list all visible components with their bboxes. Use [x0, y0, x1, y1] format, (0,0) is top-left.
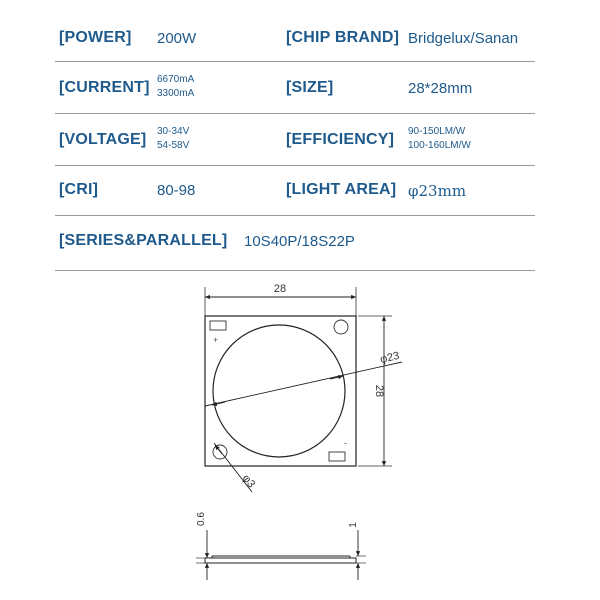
top-view: [205, 283, 402, 492]
efficiency-value-1: 90-150LM/W: [408, 126, 466, 137]
series-parallel-key: [SERIES&PARALLEL]: [59, 232, 228, 249]
plus-mark: +: [213, 335, 219, 345]
current-key: [CURRENT]: [59, 79, 150, 96]
light-diameter-label: φ23: [378, 349, 401, 366]
chip-brand-value: Bridgelux/Sanan: [408, 30, 519, 47]
current-value-1: 6670mA: [157, 74, 195, 85]
mounting-hole-top-right: [334, 320, 348, 334]
light-emitting-area-circle: [213, 325, 345, 457]
light-diameter-leader: [205, 362, 402, 406]
voltage-value-2: 54-58V: [157, 140, 190, 151]
width-label: 28: [273, 283, 287, 295]
chip-brand-key: [CHIP BRAND]: [286, 29, 400, 46]
light-area-value: φ23mm: [408, 182, 467, 200]
size-key: [SIZE]: [286, 79, 334, 96]
efficiency-value-2: 100-160LM/W: [408, 140, 471, 151]
minus-mark: -: [344, 438, 347, 448]
negative-pad: [329, 452, 345, 461]
voltage-value-1: 30-34V: [157, 126, 190, 137]
efficiency-key: [EFFICIENCY]: [286, 131, 395, 148]
voltage-key: [VOLTAGE]: [59, 131, 147, 148]
cri-key: [CRI]: [59, 181, 99, 198]
power-key: [POWER]: [59, 29, 132, 46]
total-thickness-label: 1: [348, 522, 359, 528]
hole-diameter-label: φ3: [239, 472, 258, 491]
hole-diameter-arrow: [215, 445, 222, 454]
cri-value: 80-98: [157, 182, 196, 199]
power-value: 200W: [157, 30, 197, 47]
height-label: 28: [373, 384, 385, 398]
side-view: [196, 512, 366, 580]
light-area-key: [LIGHT AREA]: [286, 181, 397, 198]
current-value-2: 3300mA: [157, 88, 195, 99]
cob-board-outline: [205, 316, 356, 466]
side-board-outline: [205, 558, 356, 563]
board-thickness-label: 0.6: [196, 512, 207, 526]
series-parallel-value: 10S40P/18S22P: [244, 233, 355, 250]
size-value: 28*28mm: [408, 80, 473, 97]
positive-pad: [210, 321, 226, 330]
